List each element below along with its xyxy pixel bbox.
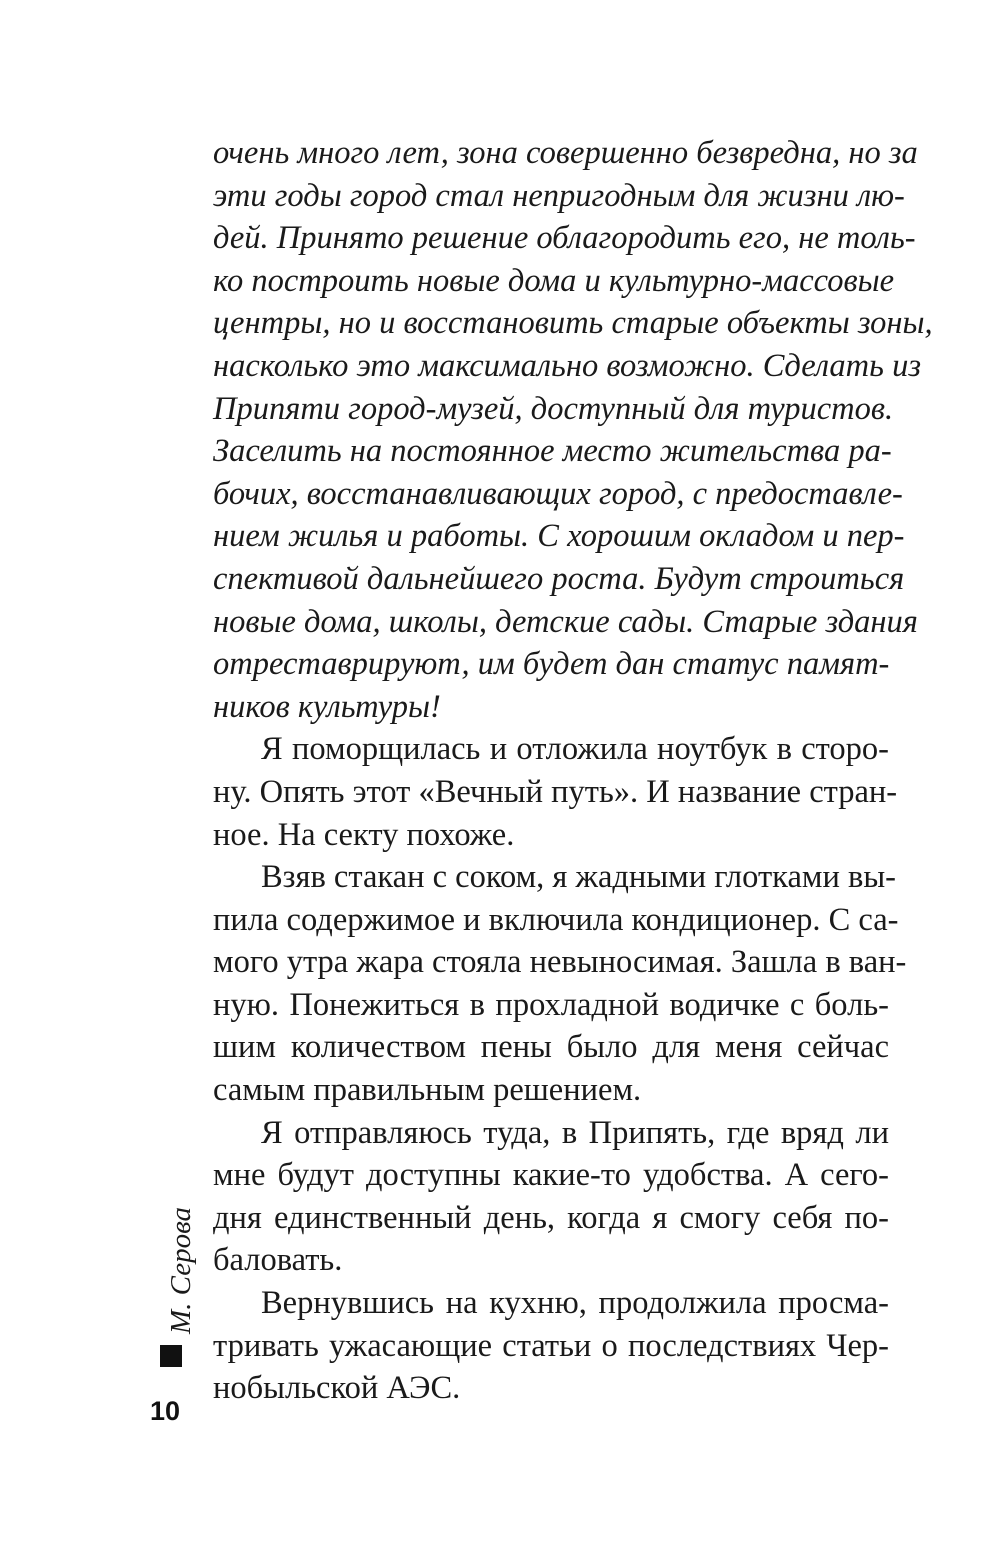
italic-quote <box>213 132 933 728</box>
paragraph <box>213 856 907 1112</box>
text-line: Взяв стакан с соком, я жадными глотками вы- <box>261 859 896 896</box>
text-line: ное. На секту похоже. <box>213 816 515 853</box>
text-line: мого утра жара стояла невыносимая. Зашла в ван- <box>213 944 907 981</box>
text-line: тривать ужасающие статьи о последствиях Чер- <box>213 1327 889 1364</box>
text-line: ную. Понежиться в прохладной водичке с боль- <box>213 986 889 1023</box>
text-line: дня единственный день, когда я смогу себя по- <box>213 1199 889 1236</box>
text-line: ну. Опять этот «Вечный путь». И название стран- <box>213 773 898 810</box>
square-marker-icon <box>160 1345 182 1367</box>
text-line: спективой дальнейшего роста. Будут строиться <box>213 560 905 597</box>
paragraph <box>213 1112 889 1282</box>
page-number: 10 <box>150 1396 181 1426</box>
text-line: Я отправляюсь туда, в Припять, где вряд ли <box>261 1114 889 1151</box>
text-line: насколько это максимально возможно. Сделать из <box>213 347 922 384</box>
text-line: самым правильным решением. <box>213 1072 642 1109</box>
text-line: шим количеством пены было для меня сейчас <box>213 1029 889 1066</box>
text-line: дей. Принято решение облагородить его, не толь- <box>213 220 916 257</box>
text-line: пила содержимое и включила кондиционер. С са- <box>213 901 899 938</box>
text-line: отреставрируют, им будет дан статус памят- <box>213 646 890 683</box>
text-line: бочих, восстанавливающих город, с предоставле- <box>213 475 903 512</box>
text-line: баловать. <box>213 1242 343 1279</box>
text-line: центры, но и восстановить старые объекты зоны, <box>213 305 933 342</box>
text-line: мне будут доступны какие-то удобства. А сего- <box>213 1157 889 1194</box>
text-line: ко построить новые дома и культурно-массовые <box>213 262 895 299</box>
text-line: Вернувшись на кухню, продолжила просма- <box>261 1285 889 1322</box>
paragraph <box>213 1282 889 1410</box>
text-line: очень много лет, зона совершенно безвредна, но за <box>213 135 918 171</box>
text-line: новые дома, школы, детские сады. Старые здания <box>213 603 918 640</box>
body-text <box>213 132 933 1410</box>
text-line: Припяти город-музей, доступный для туристов. <box>213 390 894 427</box>
text-line: нобыльской АЭС. <box>213 1370 461 1407</box>
text-line: ников культуры! <box>213 688 441 725</box>
text-line: Я поморщилась и отложила ноутбук в сторо- <box>261 731 889 768</box>
paragraph <box>213 728 898 856</box>
text-line: нием жилья и работы. С хорошим окладом и пер- <box>213 518 905 555</box>
running-author: М. Серова <box>165 1207 197 1334</box>
text-line: эти годы город стал непригодным для жизни лю- <box>213 177 905 214</box>
text-line: Заселить на постоянное место жительства ра- <box>213 433 892 470</box>
